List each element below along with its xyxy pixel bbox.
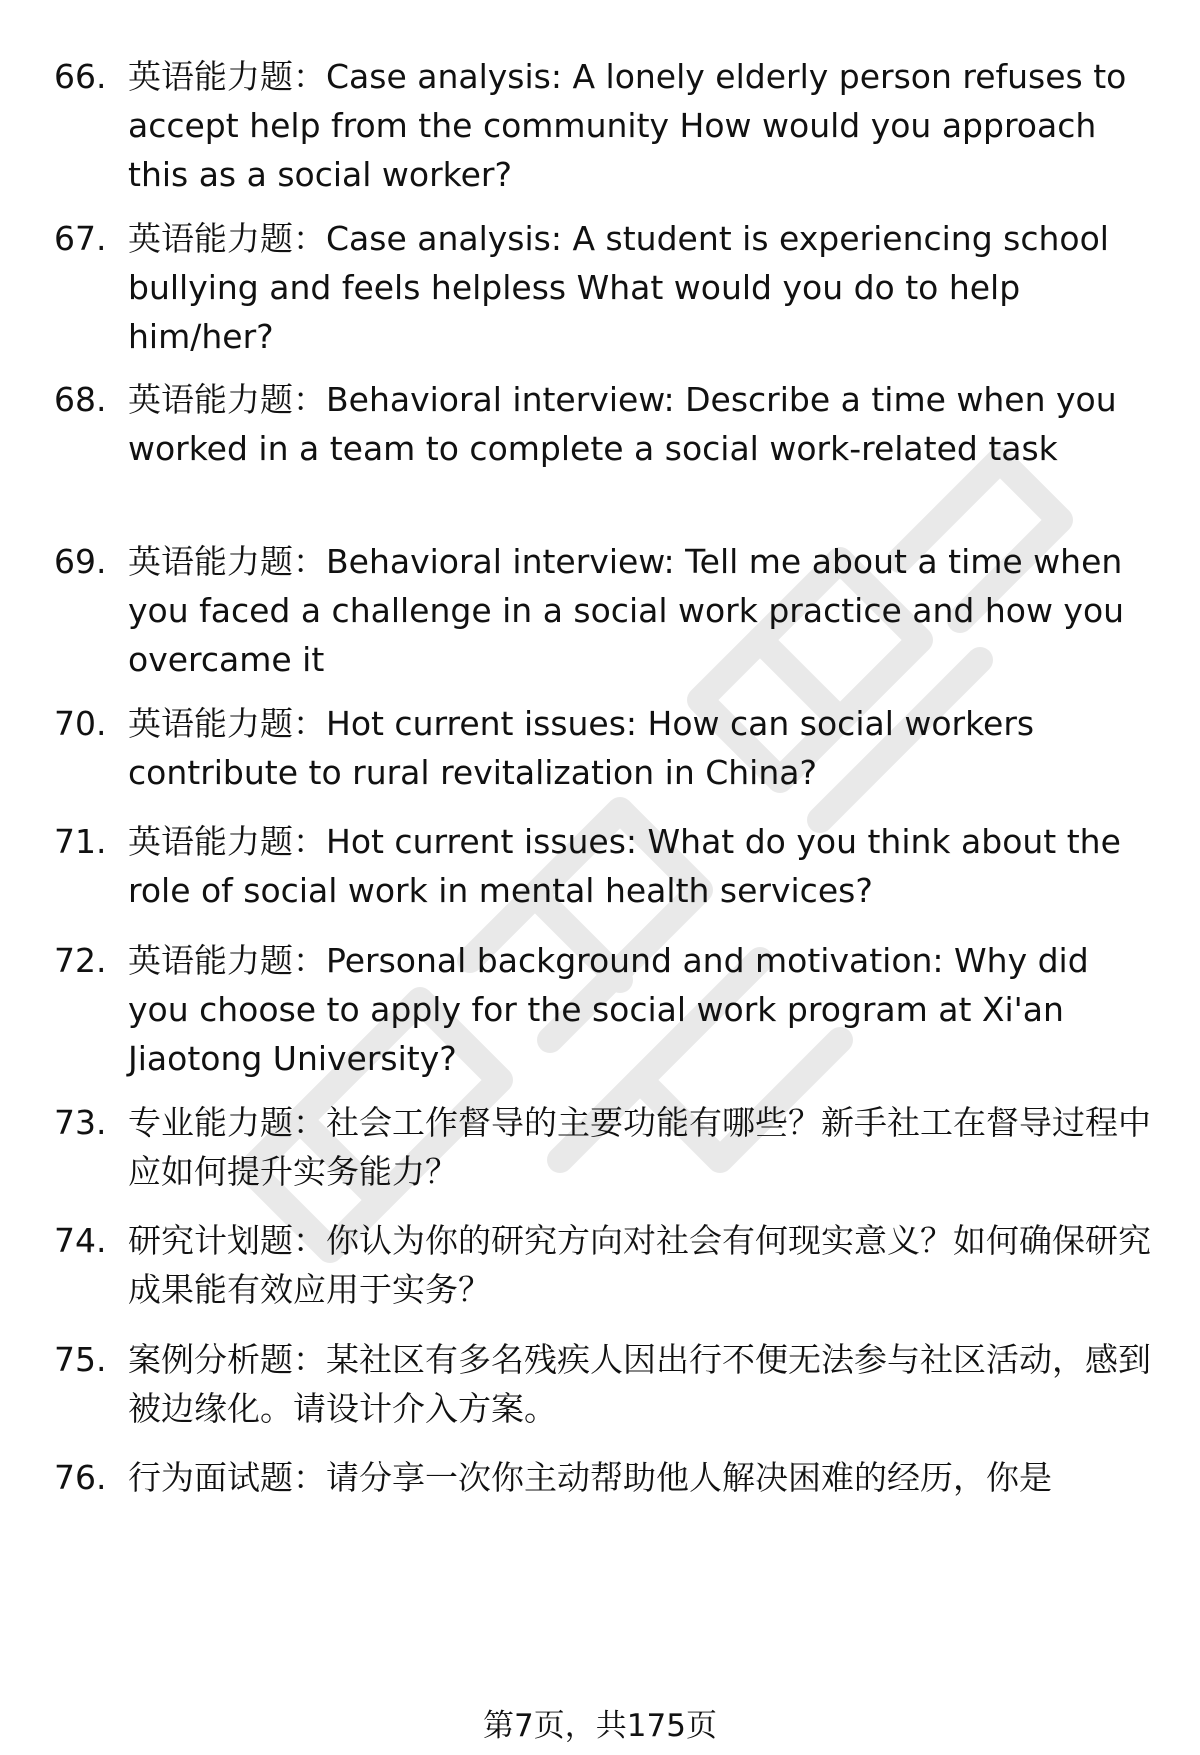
- question-number: 69.: [54, 542, 107, 581]
- question-number: 66.: [54, 57, 107, 96]
- question-number: 70.: [54, 704, 107, 743]
- question-number: 75.: [54, 1340, 107, 1379]
- question-text: 英语能力题：Case analysis: A lonely elderly person refuses to accept help from the community How would you approach this as a social worker?: [128, 57, 1127, 194]
- question-text: 行为面试题：请分享一次你主动帮助他人解决困难的经历，你是: [128, 1458, 1052, 1497]
- question-text: 专业能力题：社会工作督导的主要功能有哪些？新手社工在督导过程中应如何提升实务能力？: [128, 1103, 1151, 1191]
- question-text: 英语能力题：Behavioral interview: Tell me about a time when you faced a challenge in a social work practice and how you overcame it: [128, 542, 1125, 679]
- question-number: 76.: [54, 1458, 107, 1497]
- question-text: 研究计划题：你认为你的研究方向对社会有何现实意义？如何确保研究成果能有效应用于实务？: [128, 1221, 1151, 1309]
- question-text: 案例分析题：某社区有多名残疾人因出行不便无法参与社区活动，感到被边缘化。请设计介入方案。: [128, 1340, 1151, 1428]
- question-text: 英语能力题：Case analysis: A student is experiencing school bullying and feels helpless What would you do to help him/her?: [128, 219, 1109, 356]
- question-number: 67.: [54, 219, 107, 258]
- question-number: 74.: [54, 1221, 107, 1260]
- page-footer: 第7页，共175页: [483, 1708, 717, 1744]
- question-text: 英语能力题：Personal background and motivation: Why did you choose to apply for the social work program at Xi'an Jiaotong University?: [128, 941, 1089, 1078]
- question-number: 73.: [54, 1103, 107, 1142]
- question-text: 英语能力题：Behavioral interview: Describe a time when you worked in a team to complete a social work-related task: [128, 380, 1117, 468]
- question-text: 英语能力题：Hot current issues: How can social workers contribute to rural revitalization in China?: [128, 704, 1035, 792]
- question-number: 71.: [54, 822, 107, 861]
- question-number: 68.: [54, 380, 107, 419]
- question-number: 72.: [54, 941, 107, 980]
- question-text: 英语能力题：Hot current issues: What do you think about the role of social work in mental health services?: [128, 822, 1121, 910]
